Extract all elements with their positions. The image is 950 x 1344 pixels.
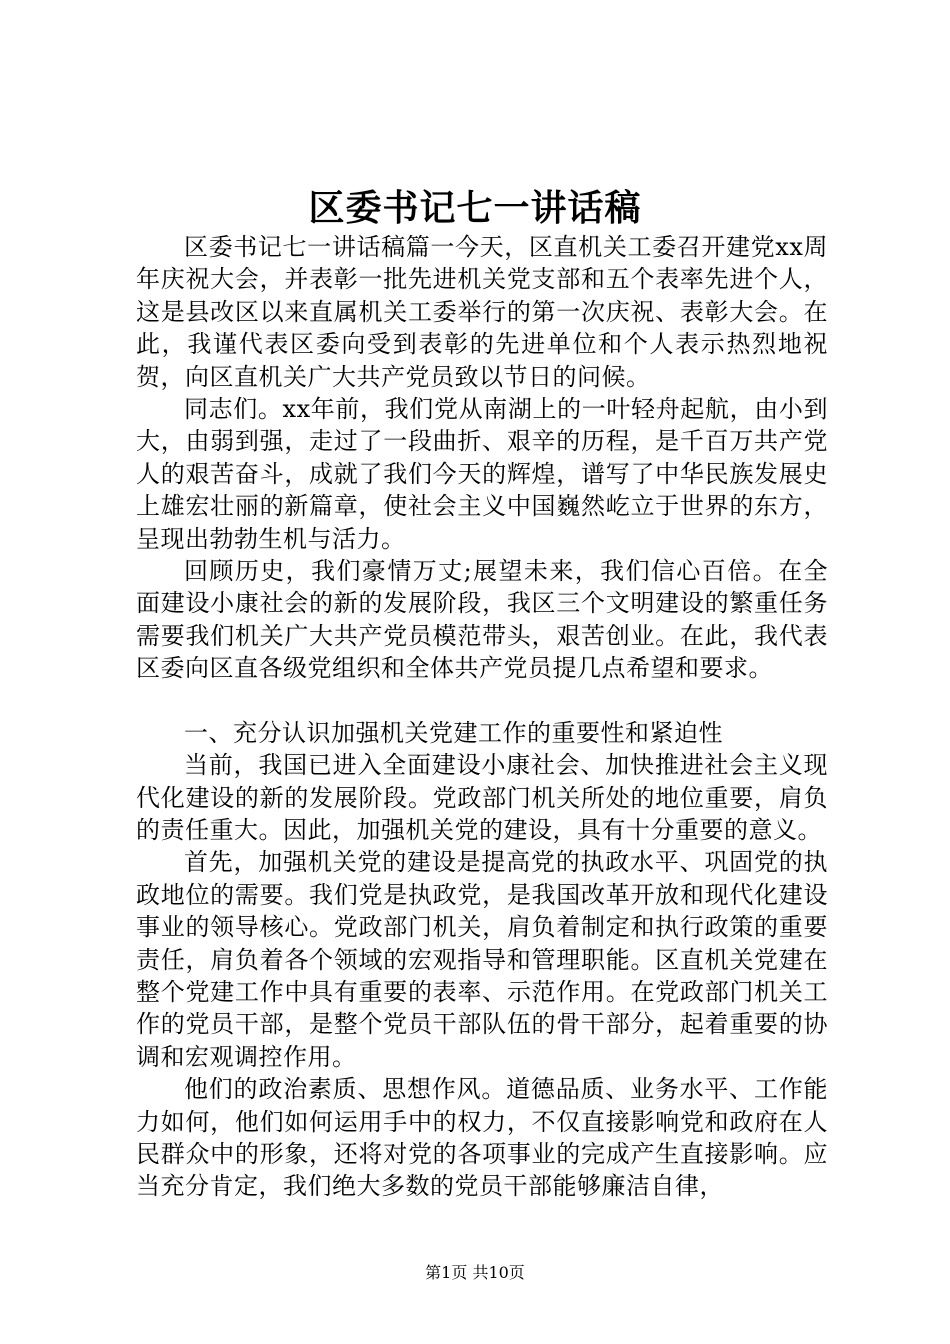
paragraph-spacer [136, 685, 828, 717]
section-paragraph-2: 首先，加强机关党的建设是提高党的执政水平、巩固党的执政地位的需要。我们党是执政党，是我国改革开放和现代化建设事业的领导核心。党政部门机关，肩负着制定和执行政策的重要责任，肩负着各个领域的宏观指导和管理职能。区直机关党建在整个党建工作中具有重要的表率、示范作用。在党政部门机关工作的党员干部，是整个党员干部队伍的骨干部分，起着重要的协调和宏观调控作用。 [136, 848, 828, 1071]
paragraph-1: 区委书记七一讲话稿篇一今天，区直机关工委召开建党xx周年庆祝大会，并表彰一批先进机关党支部和五个表率先进个人，这是县改区以来直属机关工委举行的第一次庆祝、表彰大会。在此，我谨代表区委向受到表彰的先进单位和个人表示热烈地祝贺，向区直机关广大共产党员致以节日的问候。 [136, 233, 828, 391]
page-title: 区委书记七一讲话稿 [308, 187, 642, 229]
section-paragraph-3: 他们的政治素质、思想作风。道德品质、业务水平、工作能力如何，他们如何运用手中的权力，不仅直接影响党和政府在人民群众中的形象，还将对党的各项事业的完成产生直接影响。应当充分肯定，我们绝大多数的党员干部能够廉洁自律， [136, 1075, 828, 1201]
paragraph-2: 同志们。xx年前，我们党从南湖上的一叶轻舟起航，由小到大，由弱到强，走过了一段曲折、艰辛的历程，是千百万共产党人的艰苦奋斗，成就了我们今天的辉煌，谱写了中华民族发展史上雄宏壮丽的新篇章，使社会主义中国巍然屹立于世界的东方，呈现出勃勃生机与活力。 [136, 395, 828, 553]
section-heading: 一、充分认识加强机关党建工作的重要性和紧迫性 [184, 718, 723, 747]
document-body [136, 231, 828, 1203]
section-paragraph-1: 当前，我国已进入全面建设小康社会、加快推进社会主义现代化建设的新的发展阶段。党政部门机关所处的地位重要，肩负的责任重大。因此，加强机关党的建设，具有十分重要的意义。 [136, 751, 828, 844]
paragraph-3: 回顾历史，我们豪情万丈;展望未来，我们信心百倍。在全面建设小康社会的新的发展阶段，我区三个文明建设的繁重任务需要我们机关广大共产党员模范带头，艰苦创业。在此，我代表区委向区直各级党组织和全体共产党员提几点希望和要求。 [136, 557, 828, 683]
page-footer: 第1页 共10页 [425, 1263, 525, 1282]
